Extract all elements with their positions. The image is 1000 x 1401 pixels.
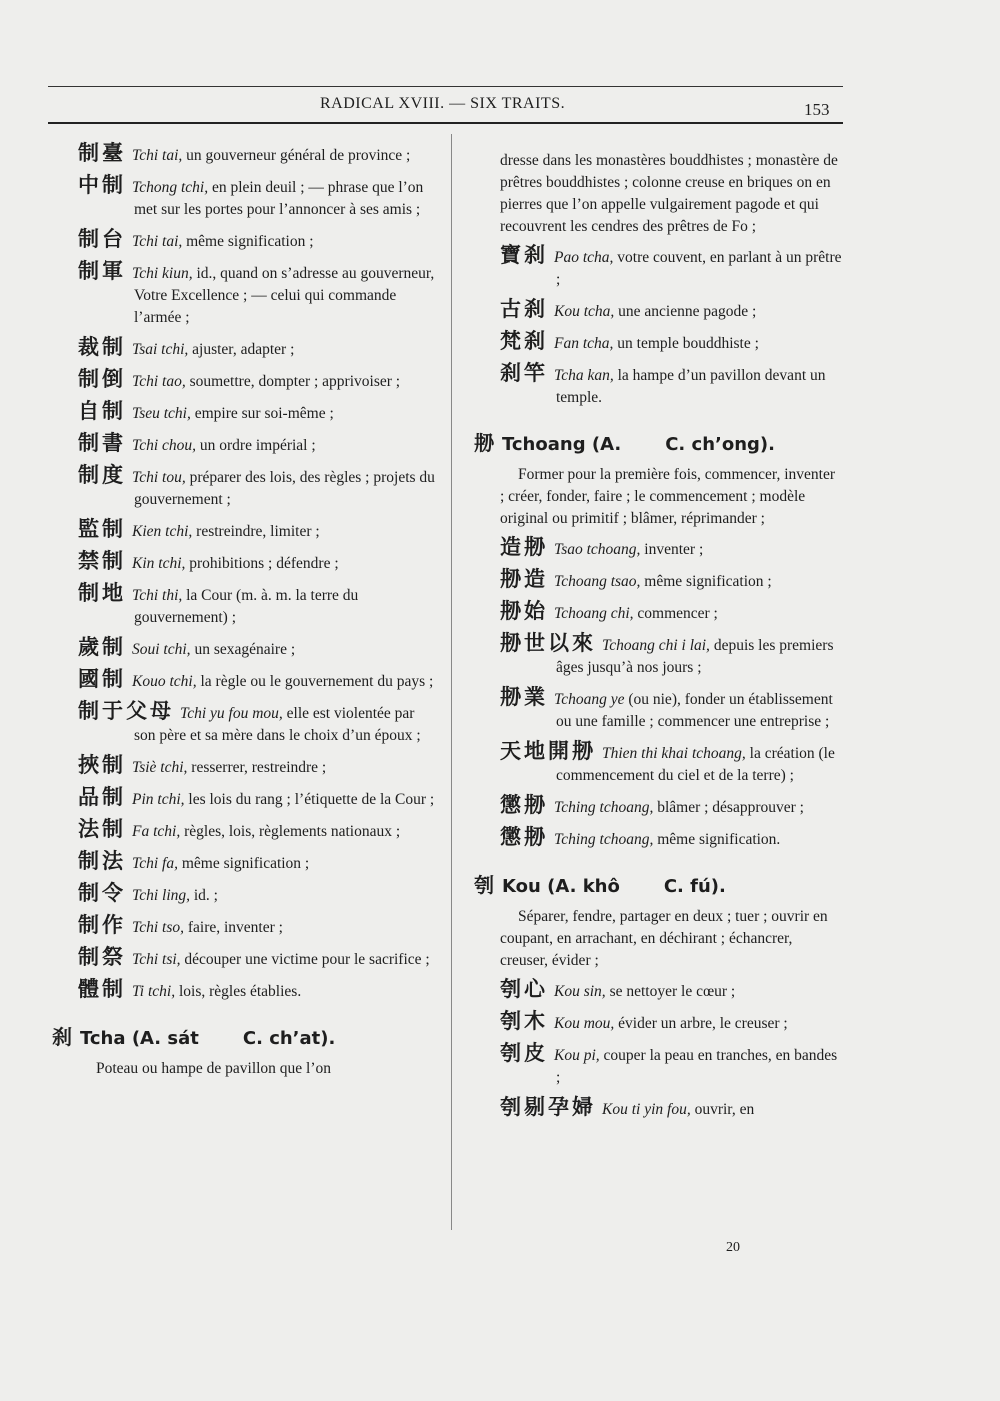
entry-characters: 制祭 [78, 945, 126, 969]
entry-romanization: Fa tchi, [132, 823, 181, 840]
dictionary-entry [500, 568, 842, 593]
entry-characters: 刳心 [500, 977, 548, 1001]
entry-characters: 懲刱 [500, 793, 548, 817]
entry-romanization: Tchi tso, [132, 919, 184, 936]
entry-definition: les lois du rang ; l’étiquette de la Cour ; [184, 791, 435, 808]
entry-romanization: Pin tchi, [132, 791, 185, 808]
entry-romanization: Tsai tchi, [132, 341, 189, 358]
header-rule-bottom [48, 122, 843, 124]
entry-romanization: Tching tchoang, [554, 831, 654, 848]
dictionary-entry [78, 142, 438, 167]
dictionary-entry [78, 914, 438, 939]
dictionary-entry [500, 794, 842, 819]
dictionary-entry [78, 754, 438, 779]
entry-romanization: Tchi kiun, [132, 265, 193, 282]
entry-characters: 法制 [78, 817, 126, 841]
entry-romanization: Fan tcha, [554, 335, 614, 352]
tcha-entry-list [500, 244, 842, 409]
headword-tcha [52, 1021, 438, 1050]
entry-definition: depuis les premiers âges jusqu’à nos jours ; [556, 637, 834, 676]
tchoang-entry-list [500, 536, 842, 851]
entry-definition: même signification ; [640, 573, 772, 590]
entry-romanization: Kouo tchi, [132, 673, 197, 690]
signature-mark: 20 [726, 1240, 740, 1255]
dictionary-entry [500, 686, 842, 733]
entry-characters: 制法 [78, 849, 126, 873]
entry-definition: un temple bouddhiste ; [613, 335, 759, 352]
entry-romanization: Tching tchoang, [554, 799, 654, 816]
entry-romanization: Tseu tchi, [132, 405, 191, 422]
entry-characters: 刳皮 [500, 1041, 548, 1065]
entry-characters: 懲刱 [500, 825, 548, 849]
entry-characters: 刱業 [500, 685, 548, 709]
dictionary-entry [78, 336, 438, 361]
entry-characters: 天地開刱 [500, 739, 596, 763]
entry-romanization: Tchi tsi, [132, 951, 181, 968]
entry-characters: 刱世以來 [500, 631, 596, 655]
dictionary-entry [78, 260, 438, 329]
definition-continued: dresse dans les monastères bouddhistes ; monastère de prêtres bouddhistes ; colonne creuse en briques on en pierres que l’on appelle vulgairement pagode et qui recouvrent les cendres des prêtres de Fo ; [500, 152, 838, 235]
running-header: RADICAL XVIII. — SIX TRAITS. [320, 95, 566, 112]
entry-romanization: Soui tchi, [132, 641, 191, 658]
dictionary-entry [78, 668, 438, 693]
entry-romanization: Tsiè tchi, [132, 759, 188, 776]
entry-definition: découper une victime pour le sacrifice ; [180, 951, 430, 968]
entry-romanization: Kou pi, [554, 1047, 600, 1064]
entry-definition: un gouverneur général de province ; [182, 147, 411, 164]
entry-characters: 制台 [78, 227, 126, 251]
entry-definition: la Cour (m. à. m. la terre du gouvernement) ; [134, 587, 359, 626]
entry-romanization: Pao tcha, [554, 249, 614, 266]
entry-characters: 梵刹 [500, 329, 548, 353]
headword-kou [474, 869, 842, 898]
headword-character: 刹 [52, 1025, 72, 1049]
entry-definition: la hampe d’un pavillon devant un temple. [556, 367, 826, 406]
entry-definition: un sexagénaire ; [190, 641, 296, 658]
definition-intro: Poteau ou hampe de pavillon que l’on [96, 1060, 332, 1077]
entry-definition: id., quand on s’adresse au gouverneur, Votre Excellence ; — celui qui commande l’armée ; [134, 265, 435, 326]
dictionary-entry [78, 700, 438, 747]
entry-characters: 制度 [78, 463, 126, 487]
entry-romanization: Tchoang ye [554, 691, 625, 708]
entry-romanization: Kou ti yin fou, [602, 1101, 691, 1118]
entry-romanization: Tchoang chi i lai, [602, 637, 710, 654]
dictionary-entry [500, 740, 842, 787]
entry-definition: une ancienne pagode ; [614, 303, 757, 320]
entry-romanization: Tchi tao, [132, 373, 186, 390]
entry-romanization: Kin tchi, [132, 555, 186, 572]
entry-definition: règles, lois, règlements nationaux ; [180, 823, 401, 840]
dictionary-entry [500, 1010, 842, 1035]
entry-characters: 歲制 [78, 635, 126, 659]
entry-romanization: Kien tchi, [132, 523, 193, 540]
dictionary-entry [78, 582, 438, 629]
definition-intro: Séparer, fendre, partager en deux ; tuer ; ouvrir en coupant, en arrachant, en déchirant ; échancrer, creuser, évider ; [500, 908, 828, 969]
dictionary-entry [78, 464, 438, 511]
dictionary-entry [500, 1042, 842, 1089]
entry-definition: ouvrir, en [690, 1101, 755, 1118]
dictionary-entry [78, 786, 438, 811]
entry-definition: commencer ; [633, 605, 718, 622]
entry-romanization: Tchi tai, [132, 147, 183, 164]
entry-characters: 刹竿 [500, 361, 548, 385]
dictionary-entry [500, 978, 842, 1003]
entry-romanization: Thien thi khai tchoang, [602, 745, 746, 762]
header-rule-top [48, 86, 843, 87]
entry-definition: ajuster, adapter ; [188, 341, 295, 358]
entry-romanization: Tchi fa, [132, 855, 178, 872]
dictionary-entry [500, 244, 842, 291]
entry-definition: même signification ; [182, 233, 314, 250]
dictionary-entry [500, 632, 842, 679]
entry-definition: couper la peau en tranches, en bandes ; [556, 1047, 838, 1086]
entry-definition: id. ; [190, 887, 218, 904]
entry-characters: 寶刹 [500, 243, 548, 267]
entry-romanization: Tchong tchi, [132, 179, 209, 196]
entry-romanization: Tcha kan, [554, 367, 614, 384]
entry-characters: 制令 [78, 881, 126, 905]
entry-characters: 造刱 [500, 535, 548, 559]
entry-characters: 刳剔孕婦 [500, 1095, 596, 1119]
entry-characters: 制作 [78, 913, 126, 937]
definition-intro: Former pour la première fois, commencer, inventer ; créer, fonder, faire ; le commencement ; modèle original ou primitif ; blâmer, réprimander ; [500, 466, 836, 527]
dictionary-entry [78, 850, 438, 875]
right-column [474, 150, 842, 1128]
entry-romanization: Tchi chou, [132, 437, 197, 454]
annamite-reading: (A. [591, 434, 622, 455]
dictionary-entry [500, 826, 842, 851]
entry-characters: 國制 [78, 667, 126, 691]
entry-definition: même signification. [653, 831, 781, 848]
dictionary-entry [500, 298, 842, 323]
cantonese-reading: C. ch’ong). [665, 434, 775, 455]
dictionary-entry [500, 536, 842, 561]
entry-definition: (ou nie), fonder un établissement ou une famille ; commencer une entreprise ; [556, 691, 833, 730]
entry-characters: 制地 [78, 581, 126, 605]
left-column [52, 141, 438, 1086]
annamite-reading: (A. sát [131, 1028, 199, 1049]
entry-romanization: Tchi tai, [132, 233, 183, 250]
entry-romanization: Tchi tou, [132, 469, 186, 486]
entry-definition: votre couvent, en parlant à un prêtre ; [556, 249, 842, 288]
entry-characters: 體制 [78, 977, 126, 1001]
dictionary-entry [78, 518, 438, 543]
dictionary-entry [78, 432, 438, 457]
entry-characters: 禁制 [78, 549, 126, 573]
entry-definition: soumettre, dompter ; apprivoiser ; [185, 373, 401, 390]
column-divider [451, 134, 452, 1230]
entry-definition: empire sur soi-même ; [190, 405, 334, 422]
entry-romanization: Tchi ling, [132, 887, 190, 904]
entry-characters: 制書 [78, 431, 126, 455]
entry-characters: 制于父母 [78, 699, 174, 723]
entry-characters: 刱造 [500, 567, 548, 591]
entry-romanization: Tchi yu fou mou, [180, 705, 283, 722]
dictionary-entry [500, 330, 842, 355]
entry-romanization: Ti tchi, [132, 983, 176, 1000]
headword-romanization: Kou [502, 876, 541, 897]
dictionary-entry [500, 1096, 842, 1121]
dictionary-entry [78, 550, 438, 575]
cantonese-reading: C. ch’at). [242, 1028, 336, 1049]
headword-romanization: Tchoang [502, 434, 586, 455]
headword-character: 刳 [474, 873, 494, 897]
dictionary-entry [78, 368, 438, 393]
entry-characters: 制臺 [78, 141, 126, 165]
dictionary-entry [78, 400, 438, 425]
left-entry-list [78, 142, 438, 1003]
entry-characters: 中制 [78, 173, 126, 197]
entry-definition: elle est violentée par son père et sa mère dans le choix d’un époux ; [134, 705, 421, 744]
entry-characters: 制倒 [78, 367, 126, 391]
dictionary-entry [78, 174, 438, 221]
page-number: 153 [804, 100, 830, 119]
dictionary-entry [78, 978, 438, 1003]
entry-romanization: Tchoang tsao, [554, 573, 641, 590]
entry-characters: 品制 [78, 785, 126, 809]
entry-definition: préparer des lois, des règles ; projets du gouvernement ; [134, 469, 435, 508]
entry-characters: 裁制 [78, 335, 126, 359]
entry-definition: faire, inventer ; [183, 919, 283, 936]
entry-romanization: Tchoang chi, [554, 605, 634, 622]
entry-characters: 監制 [78, 517, 126, 541]
dictionary-entry [78, 946, 438, 971]
dictionary-entry [500, 600, 842, 625]
entry-romanization: Kou tcha, [554, 303, 615, 320]
dictionary-entry [78, 636, 438, 661]
dictionary-entry [78, 228, 438, 253]
dictionary-entry [78, 818, 438, 843]
entry-romanization: Kou sin, [554, 983, 606, 1000]
entry-definition: resserrer, restreindre ; [187, 759, 327, 776]
dictionary-entry [500, 362, 842, 409]
entry-definition: inventer ; [640, 541, 704, 558]
dictionary-entry [78, 882, 438, 907]
entry-romanization: Kou mou, [554, 1015, 615, 1032]
entry-definition: la création (le commencement du ciel et de la terre) ; [556, 745, 835, 784]
entry-romanization: Tsao tchoang, [554, 541, 641, 558]
entry-definition: blâmer ; désapprouver ; [653, 799, 804, 816]
entry-characters: 刳木 [500, 1009, 548, 1033]
kou-entry-list [500, 978, 842, 1121]
entry-definition: un ordre impérial ; [196, 437, 316, 454]
entry-definition: prohibitions ; défendre ; [185, 555, 339, 572]
entry-characters: 制軍 [78, 259, 126, 283]
entry-characters: 古刹 [500, 297, 548, 321]
headword-romanization: Tcha [80, 1028, 126, 1049]
entry-definition: lois, règles établies. [175, 983, 302, 1000]
entry-definition: restreindre, limiter ; [192, 523, 320, 540]
annamite-reading: (A. khô [547, 876, 620, 897]
entry-definition: en plein deuil ; — phrase que l’on met sur les portes pour l’annoncer à ses amis ; [134, 179, 424, 218]
entry-romanization: Tchi thi, [132, 587, 183, 604]
cantonese-reading: C. fú). [663, 876, 726, 897]
entry-definition: même signification ; [177, 855, 310, 872]
headword-tchoang [474, 427, 842, 456]
entry-definition: se nettoyer le cœur ; [605, 983, 736, 1000]
entry-characters: 挾制 [78, 753, 126, 777]
entry-definition: évider un arbre, le creuser ; [614, 1015, 788, 1032]
headword-character: 刱 [474, 431, 494, 455]
entry-characters: 自制 [78, 399, 126, 423]
entry-definition: la règle ou le gouvernement du pays ; [196, 673, 434, 690]
entry-characters: 刱始 [500, 599, 548, 623]
